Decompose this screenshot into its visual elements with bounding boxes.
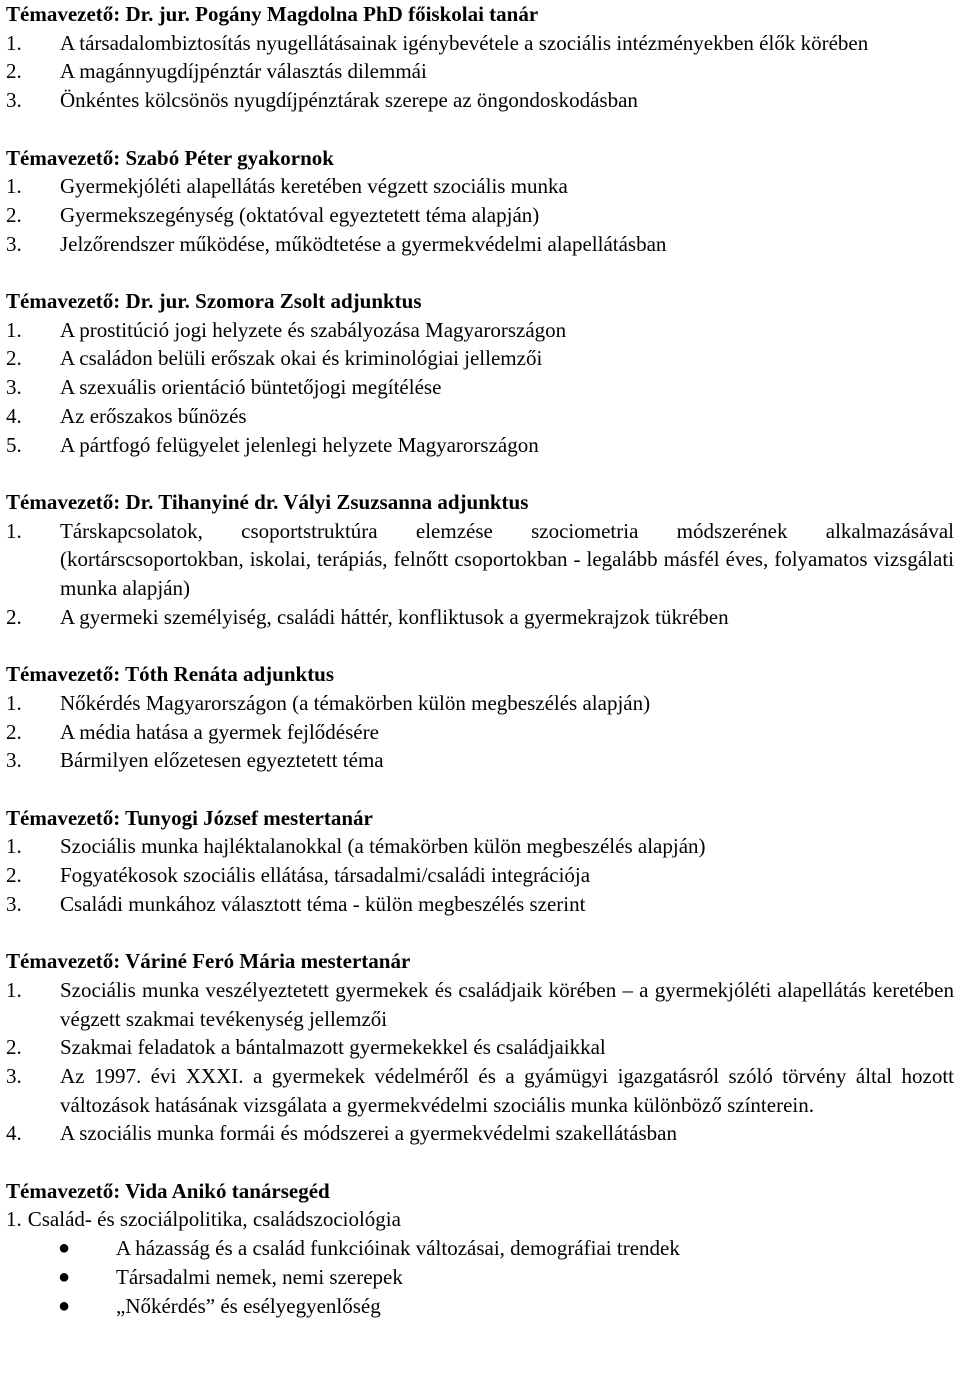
bullet-icon: ● xyxy=(58,1265,71,1288)
subtopic-list xyxy=(6,1234,954,1320)
topic-item xyxy=(6,344,954,373)
topic-text: Családi munkához választott téma - külön megbeszélés szerint xyxy=(60,891,586,916)
topic-item xyxy=(6,603,954,632)
topic-item xyxy=(6,230,954,259)
topic-item xyxy=(6,890,954,919)
supervisor-section xyxy=(6,488,954,632)
topic-number: 1. xyxy=(6,30,22,55)
topic-text: Társkapcsolatok, csoportstruktúra elemzése szociometria módszerének alkalmazásával (kortárscsoportokban, iskolai, terápiás, felnőtt csoportokban - legalább másfél éves, folyamatos vizsgálati munka alapján) xyxy=(60,518,954,601)
topic-number: 4. xyxy=(6,403,22,428)
bullet-icon: ● xyxy=(58,1294,71,1317)
topic-text: Gyermekjóléti alapellátás keretében végzett szociális munka xyxy=(60,174,568,199)
supervisor-heading: Témavezető: Tunyogi József mestertanár xyxy=(6,805,373,830)
topic-item xyxy=(6,861,954,890)
subtopic-item xyxy=(6,1234,954,1263)
subtopic-text: A házasság és a család funkcióinak változásai, demográfiai trendek xyxy=(116,1236,680,1261)
topic-item xyxy=(6,1033,954,1062)
topic-number: 2. xyxy=(6,346,22,371)
topic-text: Az erőszakos bűnözés xyxy=(60,403,247,428)
subtopic-text: „Nőkérdés” és esélyegyenlőség xyxy=(116,1293,381,1318)
topic-item xyxy=(6,29,954,58)
topic-text: A gyermeki személyiség, családi háttér, konfliktusok a gyermekrajzok tükrében xyxy=(60,604,729,629)
topic-text: A prostitúció jogi helyzete és szabályozása Magyarországon xyxy=(60,317,567,342)
topic-item xyxy=(6,832,954,861)
topic-text: Nőkérdés Magyarországon (a témakörben külön megbeszélés alapján) xyxy=(60,690,651,715)
topic-item xyxy=(6,172,954,201)
topic-item xyxy=(6,976,954,1033)
topic-item xyxy=(6,517,954,603)
topic-number: 4. xyxy=(6,1121,22,1146)
topic-number: 5. xyxy=(6,432,22,457)
topic-number: 2. xyxy=(6,719,22,744)
topic-text: Szociális munka hajléktalanokkal (a témakörben külön megbeszélés alapján) xyxy=(60,834,706,859)
topic-number: 2. xyxy=(6,1035,22,1060)
topic-item xyxy=(6,1062,954,1119)
topic-text: A média hatása a gyermek fejlődésére xyxy=(60,719,379,744)
supervisor-section xyxy=(6,1177,954,1321)
topic-item xyxy=(6,316,954,345)
topic-item xyxy=(6,718,954,747)
topic-text: A szociális munka formái és módszerei a gyermekvédelmi szakellátásban xyxy=(60,1121,677,1146)
topic-number: 2. xyxy=(6,604,22,629)
subtopic-item xyxy=(6,1292,954,1321)
subtopic-item xyxy=(6,1263,954,1292)
topic-text: A szexuális orientáció büntetőjogi megítélése xyxy=(60,375,442,400)
topic-item xyxy=(6,373,954,402)
supervisor-heading: Témavezető: Vida Anikó tanársegéd xyxy=(6,1178,330,1203)
supervisor-heading: Témavezető: Váriné Feró Mária mestertanár xyxy=(6,949,411,974)
supervisor-heading: Témavezető: Dr. jur. Szomora Zsolt adjunktus xyxy=(6,289,422,313)
topic-number: 1. xyxy=(6,518,22,543)
supervisor-section xyxy=(6,287,954,459)
supervisor-heading: Témavezető: Tóth Renáta adjunktus xyxy=(6,662,335,687)
topic-item xyxy=(6,746,954,775)
topic-text: A családon belüli erőszak okai és kriminológiai jellemzői xyxy=(60,346,543,371)
topic-item xyxy=(6,1119,954,1148)
topic-item xyxy=(6,57,954,86)
topic-number: 1. xyxy=(6,174,22,199)
topic-number: 3. xyxy=(6,891,22,916)
topic-text: Bármilyen előzetesen egyeztetett téma xyxy=(60,748,384,773)
supervisor-heading: Témavezető: Szabó Péter gyakornok xyxy=(6,145,334,170)
subtopic-text: Társadalmi nemek, nemi szerepek xyxy=(116,1264,403,1289)
supervisor-section xyxy=(6,660,954,775)
topic-number: 3. xyxy=(6,231,22,256)
topic-item xyxy=(6,402,954,431)
supervisor-heading: Témavezető: Dr. jur. Pogány Magdolna PhD főiskolai tanár xyxy=(6,2,539,26)
topic-text: A magánnyugdíjpénztár választás dilemmái xyxy=(60,59,427,84)
topic-number: 2. xyxy=(6,59,22,84)
topic-number: 1. xyxy=(6,317,22,342)
supervisor-section xyxy=(6,947,954,1148)
topic-item xyxy=(6,86,954,115)
topic-text: Család- és szociálpolitika, családszociológia xyxy=(27,1207,401,1232)
supervisor-section xyxy=(6,144,954,259)
topic-item xyxy=(6,1205,954,1234)
topic-number: 1. xyxy=(6,977,22,1002)
topic-number: 1. xyxy=(6,690,22,715)
topic-number: 3. xyxy=(6,375,22,400)
topic-text: Jelzőrendszer működése, működtetése a gyermekvédelmi alapellátásban xyxy=(60,231,667,256)
topic-number: 3. xyxy=(6,1063,22,1088)
topic-number: 3. xyxy=(6,748,22,773)
topic-text: Önkéntes kölcsönös nyugdíjpénztárak szerepe az öngondoskodásban xyxy=(60,88,638,113)
topic-number: 2. xyxy=(6,202,22,227)
topic-number: 2. xyxy=(6,863,22,888)
supervisor-section xyxy=(6,0,954,115)
topic-text: Szociális munka veszélyeztetett gyermekek és családjaik körében – a gyermekjóléti alapellátás keretében végzett szakmai tevékenység jellemzői xyxy=(60,977,954,1031)
topic-text: Szakmai feladatok a bántalmazott gyermekekkel és családjaikkal xyxy=(60,1035,606,1060)
topic-text: Gyermekszegénység (oktatóval egyeztetett téma alapján) xyxy=(60,202,540,227)
topic-item xyxy=(6,201,954,230)
topic-number: 1. xyxy=(6,834,22,859)
topic-text: Fogyatékosok szociális ellátása, társadalmi/családi integrációja xyxy=(60,863,591,888)
topic-item xyxy=(6,431,954,460)
topic-text: A pártfogó felügyelet jelenlegi helyzete Magyarországon xyxy=(60,432,539,457)
bullet-icon: ● xyxy=(58,1237,71,1260)
topic-text: A társadalombiztosítás nyugellátásainak igénybevétele a szociális intézményekben élők körében xyxy=(60,30,869,55)
supervisor-section xyxy=(6,804,954,919)
topic-text: Az 1997. évi XXXI. a gyermekek védelméről és a gyámügyi igazgatásról szóló törvény által hozott változások hatásának vizsgálata a gyermekvédelmi szociális munka különböző színterein. xyxy=(60,1063,954,1117)
topic-number: 3. xyxy=(6,88,22,113)
topic-item xyxy=(6,689,954,718)
supervisor-heading: Témavezető: Dr. Tihanyiné dr. Vályi Zsuzsanna adjunktus xyxy=(6,489,529,514)
topic-number: 1. xyxy=(6,1207,22,1232)
